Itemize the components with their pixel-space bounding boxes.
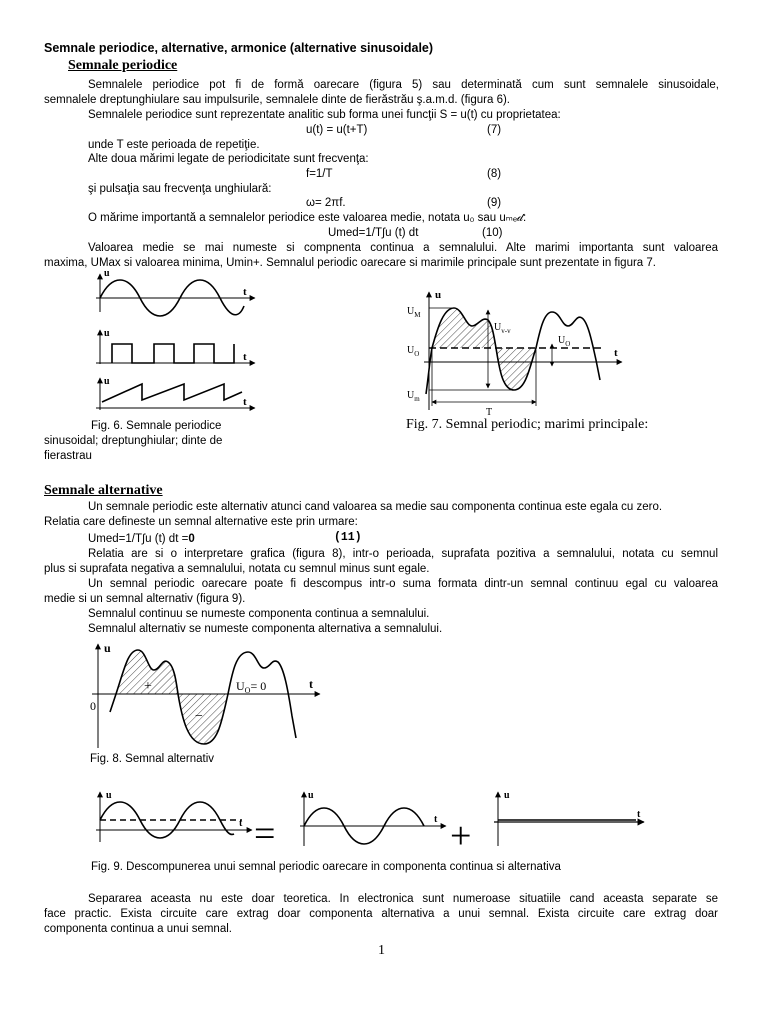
equation: Umed=1/T∫u (t) dt =0 <box>88 533 195 545</box>
fig7-uo-label: $U_O$ <box>407 345 420 358</box>
fig7-uvv-label: $U_{v-v}$ <box>494 322 511 335</box>
fig6-sine-t-label: t <box>243 286 247 298</box>
paragraph: Semnalul continuu se numeste componenta continua a semnalului. <box>88 608 430 620</box>
fig8-zero-label: 0 <box>90 699 96 713</box>
paragraph: Semnalele periodice pot fi de formă oarecare (figura 5) sau determinată cum sunt semnalele sinusoidale, <box>88 79 719 91</box>
equation-number: (7) <box>487 124 502 136</box>
paragraph: unde T este perioada de repetiţie. <box>88 139 260 151</box>
paragraph: Alte doua mărimi legate de periodicitate sunt frecvenţa: <box>88 153 369 165</box>
figure-caption: Fig. 6. Semnale periodice <box>91 420 222 432</box>
figure-caption: fierastrau <box>44 450 92 462</box>
fig7-um-label: $U_M$ <box>407 306 421 319</box>
fig6-square-t-label: t <box>243 351 247 363</box>
figure-caption: Fig. 7. Semnal periodic; marimi principale: <box>406 417 649 432</box>
fig9-left-u-label: u <box>106 790 112 801</box>
fig7-positive-area <box>432 308 496 348</box>
fig6-square-u-label: u <box>104 328 110 339</box>
paragraph: Relatia are si o interpretare grafica (figura 8), intr-o perioada, suprafata pozitiva a semnalului, notata cu semnul <box>88 548 718 560</box>
equation: ω= 2πf. <box>306 197 346 209</box>
figure-caption: sinusoidal; dreptunghiular; dinte de <box>44 435 223 447</box>
paragraph: Semnalele periodice sunt reprezentate analitic sub forma unei funcţii S = u(t) cu proprietatea: <box>88 109 561 121</box>
fig9-equals-sign: = <box>254 813 276 855</box>
equation: Umed=1/T∫u (t) dt <box>328 227 419 239</box>
paragraph: Relatia care defineste un semnal alternative este prin urmare: <box>44 516 358 528</box>
fig9-left-t-label: t <box>239 818 243 829</box>
paragraph: componenta continua a unui semnal. <box>44 923 232 935</box>
fig7-uo2-label: $U_O$ <box>558 335 571 348</box>
fig8-plus-label: + <box>144 679 152 694</box>
fig6-saw-t-label: t <box>243 396 247 408</box>
paragraph: Semnalul alternativ se numeste componenta alternativa a semnalului. <box>88 623 443 635</box>
fig8-uo-label: $U_O= 0$ <box>236 679 267 695</box>
fig9-mid-t-label: t <box>434 814 438 825</box>
paragraph: face practic. Exista circuite care extrag doar componenta alternativa a unui semnal. Exista circuite care extrag doar <box>44 908 718 920</box>
fig7-u-label: u <box>435 289 442 301</box>
equation-number: (9) <box>487 197 502 209</box>
fig9-plus-sign: + <box>450 815 472 857</box>
figure-caption: Fig. 8. Semnal alternativ <box>90 753 215 765</box>
paragraph: maxima, UMax si valoarea minima, Umin+. Semnalul periodic oarecare si marimile principale sunt prezentate in figura 7. <box>44 257 656 269</box>
equation-number: (8) <box>487 168 502 180</box>
paragraph: plus si suprafata negativa a semnalului, notata cu semnul minus sunt egale. <box>44 563 430 575</box>
paragraph: O mărime importantă a semnalelor periodice este valoarea medie, notata u₀ sau uₘₑ𝒹: <box>88 212 527 224</box>
fig7-umin-label: $U_m$ <box>407 390 420 403</box>
paragraph: medie si un semnal alternativ (figura 9). <box>44 593 246 605</box>
section-title-alternative: Semnale alternative <box>44 483 163 498</box>
paragraph: Un semnal periodic oarecare poate fi descompus intr-o suma formata dintr-un semnal continuu egal cu valoarea <box>88 578 718 590</box>
figure-8 <box>88 640 328 752</box>
equation-number: (10) <box>482 227 503 239</box>
figure-9 <box>92 790 652 857</box>
paragraph: semnalele dreptunghiulare sau impulsurile, semnalele dinte de fierăstrău ş.a.m.d. (figura 6). <box>44 94 510 106</box>
figure-caption: Fig. 9. Descompunerea unui semnal periodic oarecare in componenta continua si alternativa <box>91 861 561 873</box>
fig6-saw-wave <box>102 384 242 402</box>
page-number: 1 <box>378 943 385 958</box>
equation: u(t) = u(t+T) <box>306 124 368 136</box>
document-heading: Semnale periodice, alternative, armonice (alternative sinusoidale) <box>44 41 434 55</box>
paragraph: Separarea aceasta nu este doar teoretica. In electronica sunt numeroase situatiile cand aceasta separate se <box>88 893 718 905</box>
paragraph: şi pulsaţia sau frecvenţa unghiulară: <box>88 183 272 195</box>
paragraph: Valoarea medie se mai numeste si compnenta continua a semnalului. Alte marimi importanta sunt valoarea <box>88 242 718 254</box>
figure-6 <box>90 268 265 418</box>
paragraph: Un semnale periodic este alternativ atunci cand valoarea sa medie sau componenta continua este egala cu zero. <box>88 501 663 513</box>
fig8-minus-label: − <box>195 709 203 724</box>
fig6-saw-u-label: u <box>104 376 110 387</box>
section-title-periodic: Semnale periodice <box>68 58 178 73</box>
fig6-square-wave <box>112 344 234 363</box>
fig9-right-u-label: u <box>504 790 510 801</box>
fig8-negative-area <box>178 694 228 744</box>
equation-number: (11) <box>334 531 362 544</box>
equation: f=1/T <box>306 168 333 180</box>
fig8-t-label: t <box>309 677 313 691</box>
fig7-t-period-label: T <box>486 407 493 418</box>
fig6-sine-u-label: u <box>104 268 110 279</box>
fig8-u-label: u <box>104 641 111 655</box>
fig9-right-t-label: t <box>637 809 641 820</box>
figure-7 <box>402 286 632 418</box>
fig7-t-label: t <box>614 347 618 359</box>
fig9-mid-u-label: u <box>308 790 314 801</box>
